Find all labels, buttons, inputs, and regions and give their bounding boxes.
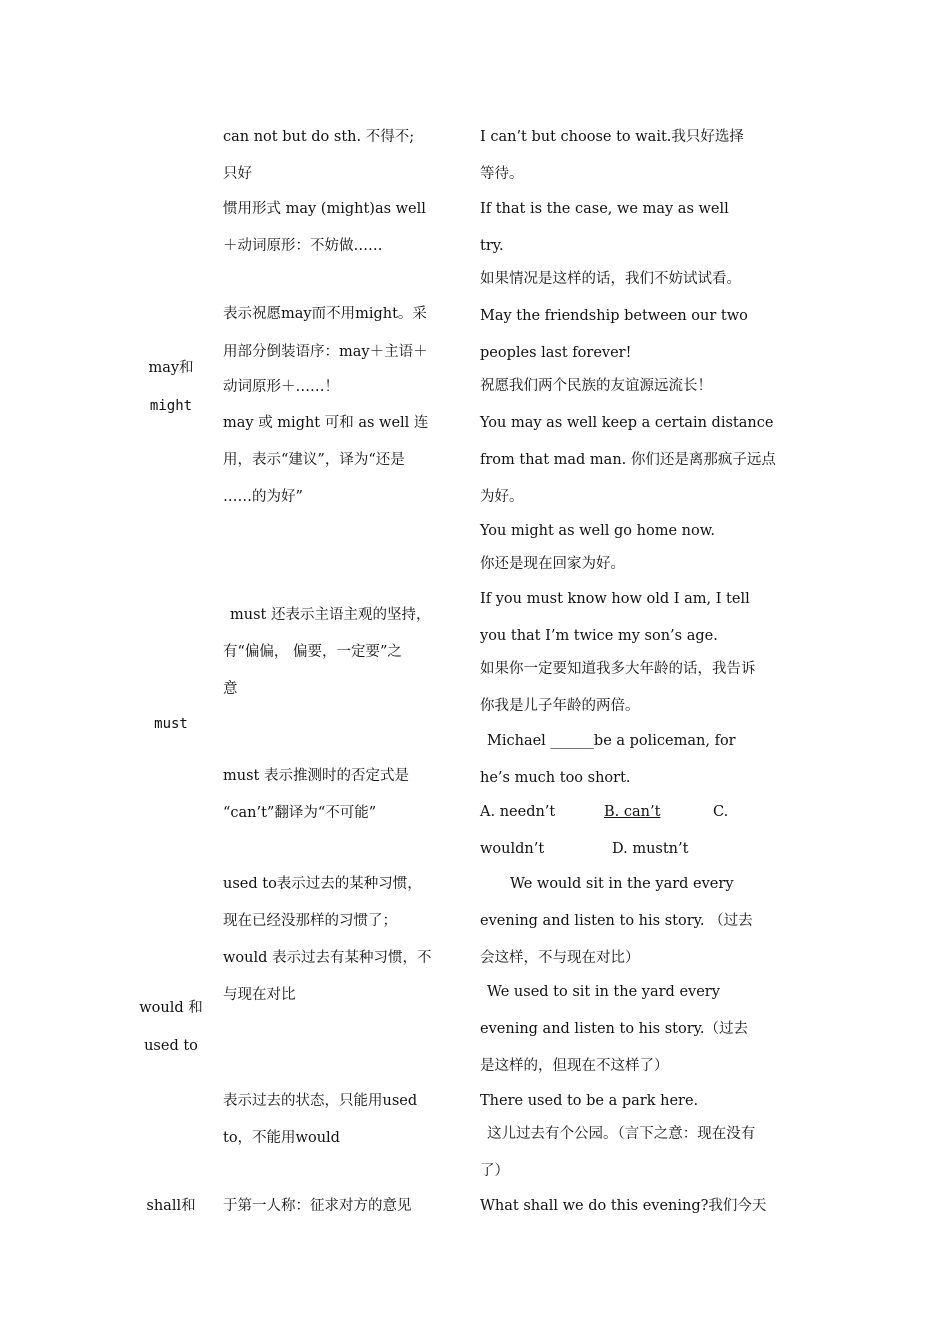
option-b-answer: B. can’t [604, 804, 661, 820]
group-label-shall: shall和 [146, 1198, 196, 1214]
group-label-must: must [154, 716, 188, 732]
usage-text: 只好 [223, 166, 252, 182]
option-a: A. needn’t [480, 804, 556, 820]
example-text: There used to be a park here. [480, 1093, 699, 1109]
usage-text: 现在已经没那样的习惯了； [223, 913, 397, 929]
usage-text: can not but do sth. 不得不; [223, 129, 415, 145]
group-label-would: would 和 [139, 1000, 203, 1016]
usage-text: may 或 might 可和 as well 连 [223, 415, 429, 431]
usage-text: 与现在对比 [223, 987, 296, 1003]
usage-text: used to表示过去的某种习惯， [223, 876, 422, 892]
example-text: You might as well go home now. [480, 523, 716, 539]
example-text: you that I’m twice my son’s age. [480, 628, 718, 644]
usage-text: 有“偏偏， 偏要，一定要”之 [223, 644, 402, 660]
usage-text: ……的为好” [223, 489, 303, 505]
example-text: May the friendship between our two [480, 308, 748, 324]
usage-text: 意 [223, 681, 238, 697]
example-translation: 这儿过去有个公园。（言下之意：现在没有 [487, 1126, 756, 1142]
option-c: wouldn’t [480, 841, 545, 857]
example-text: We used to sit in the yard every [487, 984, 720, 1000]
group-label-may: may和 [148, 360, 194, 376]
usage-text: 表示过去的状态，只能用used [223, 1093, 418, 1109]
usage-text: “can’t”翻译为“不可能” [223, 805, 377, 821]
example-translation: 如果你一定要知道我多大年龄的话，我告诉 [480, 661, 756, 677]
example-text: try. [480, 238, 504, 254]
example-text: If you must know how old I am, I tell [480, 591, 750, 607]
usage-text: must 表示推测时的否定式是 [223, 768, 409, 784]
example-text: evening and listen to his story. （过去 [480, 913, 753, 929]
usage-text: 惯用形式 may (might)as well [223, 201, 426, 217]
usage-text: would 表示过去有某种习惯，不 [223, 950, 432, 966]
example-text: If that is the case, we may as well [480, 201, 729, 217]
example-translation: 祝愿我们两个民族的友谊源远流长！ [480, 378, 712, 394]
example-text: peoples last forever! [480, 345, 632, 361]
example-translation: 如果情况是这样的话，我们不妨试试看。 [480, 271, 741, 287]
example-text: evening and listen to his story.（过去 [480, 1021, 749, 1037]
example-text: You may as well keep a certain distance [480, 415, 774, 431]
group-label-might: might [149, 398, 193, 414]
usage-text: must 还表示主语主观的坚持， [230, 607, 431, 623]
usage-text: 用，表示“建议”，译为“还是 [223, 452, 405, 468]
exercise-question: Michael ______be a policeman, for [487, 733, 736, 749]
usage-text: 于第一人称：征求对方的意见 [223, 1198, 412, 1214]
usage-text: to，不能用would [223, 1130, 340, 1146]
usage-text: 动词原形＋……！ [223, 379, 339, 395]
example-translation: 你我是儿子年龄的两倍。 [480, 698, 640, 714]
example-translation: 你还是现在回家为好。 [480, 556, 625, 572]
example-text: We would sit in the yard every [510, 876, 734, 892]
example-translation: 是这样的，但现在不这样了） [480, 1058, 669, 1074]
usage-text: ＋动词原形：不妨做…… [223, 238, 383, 254]
example-text: 等待。 [480, 166, 524, 182]
option-c-label: C. [713, 804, 729, 820]
option-d: D. mustn’t [612, 841, 689, 857]
exercise-question: he’s much too short. [480, 770, 631, 786]
usage-text: 表示祝愿may而不用might。采 [223, 306, 427, 322]
example-text: 为好。 [480, 489, 524, 505]
example-translation: 了） [480, 1163, 509, 1179]
group-label-used-to: used to [144, 1038, 198, 1054]
example-text: I can’t but choose to wait.我只好选择 [480, 129, 744, 145]
usage-text: 用部分倒装语序：may＋主语＋ [223, 344, 428, 360]
example-translation: 会这样，不与现在对比） [480, 950, 640, 966]
example-text: from that mad man. 你们还是离那疯子远点 [480, 452, 776, 468]
example-text: What shall we do this evening?我们今天 [480, 1198, 767, 1214]
